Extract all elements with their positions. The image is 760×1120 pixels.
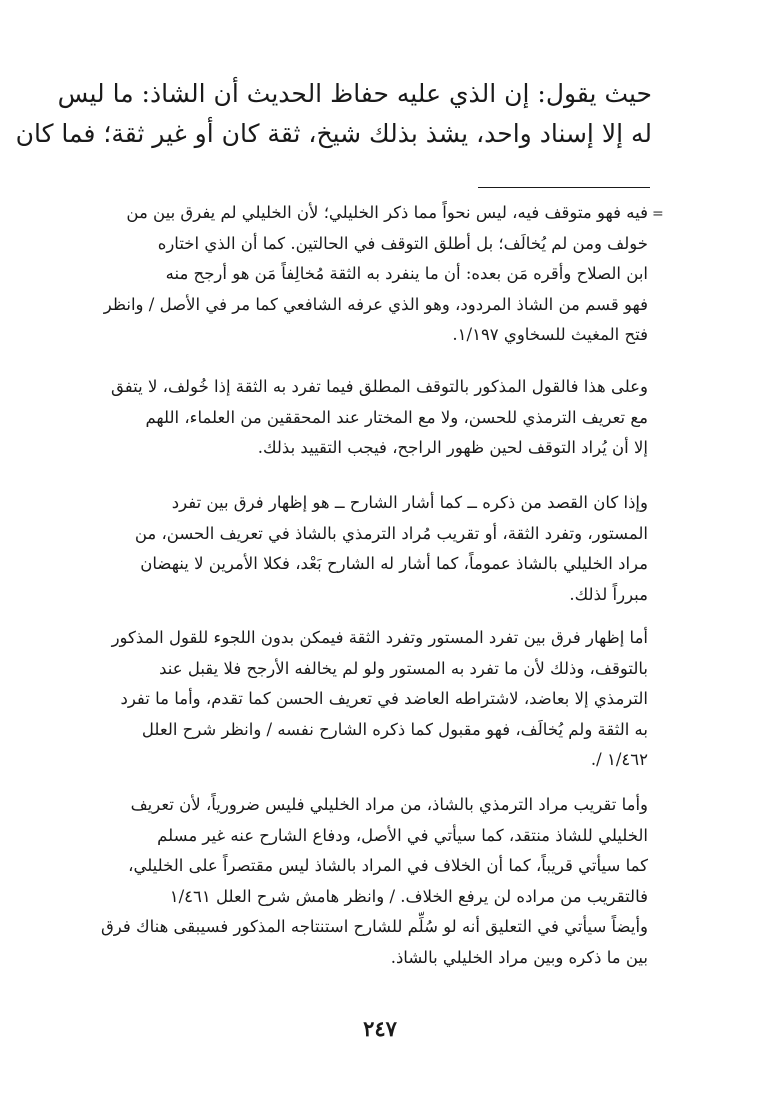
footnote-line: فالتقريب من مراده لن يرفع الخلاف. / وانظر هامش شرح العلل ١/٤٦١ — [169, 886, 648, 906]
footnote-line: بين ما ذكره وبين مراد الخليلي بالشاذ. — [390, 947, 648, 967]
footnote-line: به الثقة ولم يُخالَف، فهو مقبول كما ذكره الشارح نفسه / وانظر شرح العلل — [141, 719, 648, 739]
footnote-line: مع تعريف الترمذي للحسن، ولا مع المختار عند المحققين من العلماء، اللهم — [145, 407, 648, 427]
main-text-block — [15, 74, 652, 154]
footnote-line: المستور، وتفرد الثقة، أو تقريب مُراد الترمذي بالشاذ في تعريف الحسن، من — [134, 523, 648, 543]
footnote-line: فهو قسم من الشاذ المردود، وهو الذي عرفه الشافعي كما مر في الأصل / وانظر — [103, 294, 648, 314]
footnote-line: الترمذي إلا بعاضد، لاشتراطه العاضد في تعريف الحسن كما تقدم، وأما ما تفرد — [120, 689, 648, 708]
footnote-line: الخليلي للشاذ منتقد، كما سيأتي في الأصل، ودفاع الشارح عنه غير مسلم — [157, 825, 648, 845]
footnote-line: ١/٤٦٢ /. — [590, 750, 648, 769]
footnote-line: وأيضاً سيأتي في التعليق أنه لو سُلِّم للشارح استنتاجه المذكور فسيبقى هناك فرق — [100, 917, 648, 936]
page-number: ٢٤٧ — [363, 1016, 397, 1041]
footnote-line: خولف ومن لم يُخالَف؛ بل أطلق التوقف في الحالتين. كما أن الذي اختاره — [157, 233, 648, 253]
footnote-line: وأما تقريب مراد الترمذي بالشاذ، من مراد الخليلي فليس ضرورياً، لأن تعريف — [130, 795, 648, 814]
footnote-line: وإذا كان القصد من ذكره ــ كما أشار الشارح ــ هو إظهار فرق بين تفرد — [171, 493, 648, 512]
main-text-line: حيث يقول: إن الذي عليه حفاظ الحديث أن الشاذ: ما ليس — [57, 79, 652, 108]
footnote-paragraph — [88, 372, 648, 464]
footnotes-block — [88, 198, 648, 967]
footnote-line: إلا أن يُراد التوقف لحين ظهور الراجح، فيجب التقييد بذلك. — [257, 438, 648, 457]
footnote-paragraph — [88, 488, 648, 610]
footnote-line: كما سيأتي قريباً، كما أن الخلاف في المراد بالشاذ ليس مقتصراً على الخليلي، — [128, 856, 648, 875]
footnote-line: أما إظهار فرق بين تفرد المستور وتفرد الثقة فيمكن بدون اللجوء للقول المذكور — [111, 628, 648, 647]
footnote-paragraph — [88, 198, 648, 351]
main-text-line: له إلا إسناد واحد، يشذ بذلك شيخ، ثقة كان أو غير ثقة؛ فما كان — [15, 119, 652, 148]
footnote-line: وعلى هذا فالقول المذكور بالتوقف المطلق فيما تفرد به الثقة إذا خُولف، لا يتفق — [111, 377, 648, 396]
footnote-line: فيه فهو متوقف فيه، ليس نحواً مما ذكر الخليلي؛ لأن الخليلي لم يفرق بين من — [126, 203, 648, 222]
footnote-paragraph — [88, 790, 648, 973]
footnote-paragraph — [88, 623, 648, 776]
footnote-line: بالتوقف، وذلك لأن ما تفرد به المستور ولو لم يخالفه الأرجح فلا يقبل عند — [159, 658, 648, 678]
footnote-line: مراد الخليلي بالشاذ عموماً، كما أشار له الشارح بَعْد، فكلا الأمرين لا ينهضان — [140, 554, 648, 573]
footnote-separator — [478, 187, 650, 188]
footnote-line: مبرراً لذلك. — [569, 584, 648, 604]
footnote-line: فتح المغيث للسخاوي ١/١٩٧. — [452, 325, 648, 344]
footnote-line: ابن الصلاح وأقره مَن بعده: أن ما ينفرد به الثقة مُخالِفاً مَن هو أرجح منه — [165, 264, 648, 283]
footnote-continuation-marker: = — [652, 206, 664, 222]
